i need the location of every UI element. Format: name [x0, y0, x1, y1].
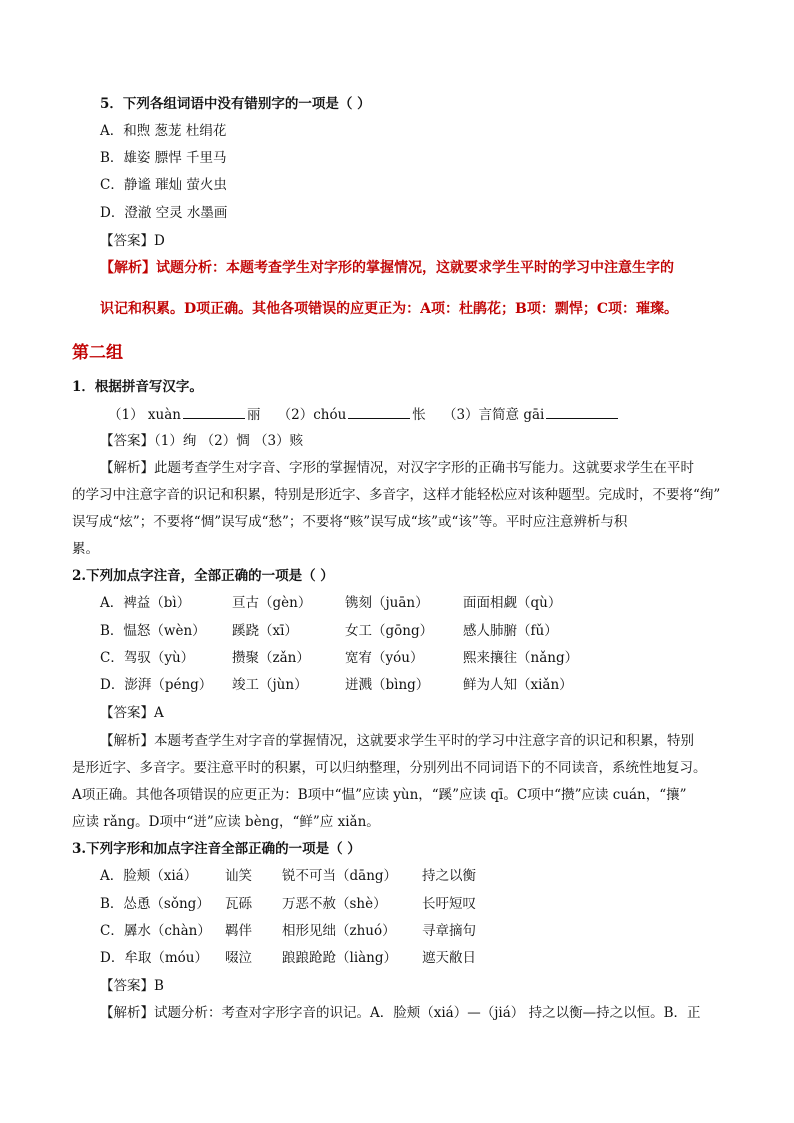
q1-answer: 【答案】（1）绚 （2）惆 （3）赅 [100, 433, 304, 449]
q2-analysis-line2: 是形近字、多音字。要注意平时的积累，可以归纳整理，分别列出不同词语下的不同读音，系统性地复习。 [72, 760, 707, 776]
q1-analysis-line2: 的学习中注意字音的识记和积累，特别是形近字、多音字，这样才能轻松应对该种题型。完成时，不要将“绚” [72, 487, 721, 503]
q2-option-a-4: 面面相觑（qù） [463, 595, 562, 611]
q5-answer: 【答案】D [100, 233, 165, 249]
q5-option-c: C．静谧 璀灿 萤火虫 [100, 177, 227, 193]
q5-option-b: B．雄姿 膘悍 千里马 [100, 150, 227, 166]
q3-analysis-line1: 【解析】试题分析：考查对字形字音的识记。A．脸颊（xiá）—（jiá） 持之以衡—持之以恒。B．正 [100, 1005, 701, 1021]
q3-option-d-3: 踉踉跄跄（liàng） [282, 950, 398, 966]
q5-analysis-line2: 识记和积累。D项正确。其他各项错误的应更正为：A项：杜鹃花；B项：剽悍；C项：璀璨。 [100, 301, 678, 317]
q3-option-a-1: A．脸颊（xiá） [100, 868, 198, 884]
q1-analysis-line1: 【解析】此题考查学生对字音、字形的掌握情况，对汉字字形的正确书写能力。这就要求学生在平时 [100, 460, 694, 476]
q3-option-a-3: 锐不可当（dāng） [282, 868, 398, 884]
q1-item-1: （1） xuàn [108, 407, 181, 423]
q2-option-a-2: 亘古（gèn） [232, 595, 312, 611]
q3-option-d-4: 遮天敝日 [422, 950, 476, 966]
q3-option-c-2: 羁伴 [225, 923, 252, 939]
q5-option-d: D．澄澈 空灵 水墨画 [100, 205, 228, 221]
q2-answer: 【答案】A [100, 705, 164, 721]
q1-items [108, 404, 620, 425]
q1-analysis-line3: 误写成“炫”；不要将“惆”误写成“愁”；不要将“赅”误写成“垓”或“该”等。平时应注意辨析与积 [72, 514, 628, 530]
q3-option-a-4: 持之以衡 [422, 868, 476, 884]
q1-item-1-suffix: 丽 [246, 407, 261, 423]
q3-answer: 【答案】B [100, 978, 164, 994]
q2-option-c-1: C．驾驭（yù） [100, 650, 195, 666]
q2-option-d-2: 竣工（jùn） [232, 677, 308, 693]
q2-option-c-4: 熙来攘往（nǎng） [463, 650, 579, 666]
q2-option-b-1: B．愠怒（wèn） [100, 623, 206, 639]
q2-option-b-2: 蹊跷（xī） [232, 623, 298, 639]
q3-option-c-3: 相形见绌（zhuó） [282, 923, 396, 939]
q2-option-c-3: 宽宥（yóu） [345, 650, 424, 666]
q1-blank-1 [183, 404, 245, 419]
q1-blank-3 [546, 404, 618, 419]
q3-option-d-1: D．牟取（móu） [100, 950, 208, 966]
q2-option-d-3: 迸溅（bìng） [345, 677, 430, 693]
q5-analysis-line1: 【解析】试题分析：本题考查学生对字形的掌握情况，这就要求学生平时的学习中注意生字的 [100, 260, 674, 276]
q2-analysis-line4: 应读 rǎng。D项中“迸”应读 bèng，“鲜”应 xiǎn。 [72, 814, 380, 830]
q2-option-a-1: A．裨益（bì） [100, 595, 191, 611]
q1-item-2-suffix: 怅 [412, 407, 426, 423]
q5-title: 5．下列各组词语中没有错别字的一项是（ ） [100, 96, 371, 112]
q2-option-a-3: 镌刻（juān） [345, 595, 429, 611]
q1-item-2: （2）chóu [277, 407, 347, 423]
q3-option-c-4: 寻章摘句 [422, 923, 476, 939]
q3-option-d-2: 啜泣 [225, 950, 252, 966]
q3-option-c-1: C．羼水（chàn） [100, 923, 211, 939]
q2-option-d-4: 鲜为人知（xiǎn） [463, 677, 573, 693]
q3-option-b-4: 长吁短叹 [422, 896, 476, 912]
q1-item-3: （3）言简意 gāi [442, 407, 545, 423]
q2-analysis-line1: 【解析】本题考查学生对字音的掌握情况，这就要求学生平时的学习中注意字音的识记和积累，特别 [100, 733, 694, 749]
q1-title: 1．根据拼音写汉字。 [72, 379, 203, 395]
q3-option-b-1: B．怂恿（sǒng） [100, 896, 210, 912]
q2-option-c-2: 攒聚（zǎn） [232, 650, 310, 666]
q1-blank-2 [348, 404, 410, 419]
q2-title: 2.下列加点字注音，全部正确的一项是（ ） [72, 568, 334, 584]
q2-option-d-1: D．澎湃（péng） [100, 677, 213, 693]
q3-title: 3.下列字形和加点字注音全部正确的一项是（ ） [72, 841, 361, 857]
q1-analysis-line4: 累。 [72, 541, 99, 557]
q2-option-b-4: 感人肺腑（fǔ） [463, 623, 558, 639]
group-heading: 第二组 [72, 343, 123, 363]
q2-option-b-3: 女工（gōng） [345, 623, 434, 639]
q2-analysis-line3: A项正确。其他各项错误的应更正为：B项中“愠”应读 yùn，“蹊”应读 qī。C项中“攒”应读 cuán，“攘” [72, 787, 687, 803]
q3-option-b-2: 瓦砾 [225, 896, 252, 912]
q5-option-a: A．和煦 葱茏 杜绢花 [100, 123, 227, 139]
q3-option-b-3: 万恶不赦（shè） [282, 896, 387, 912]
q3-option-a-2: 讪笑 [225, 868, 252, 884]
